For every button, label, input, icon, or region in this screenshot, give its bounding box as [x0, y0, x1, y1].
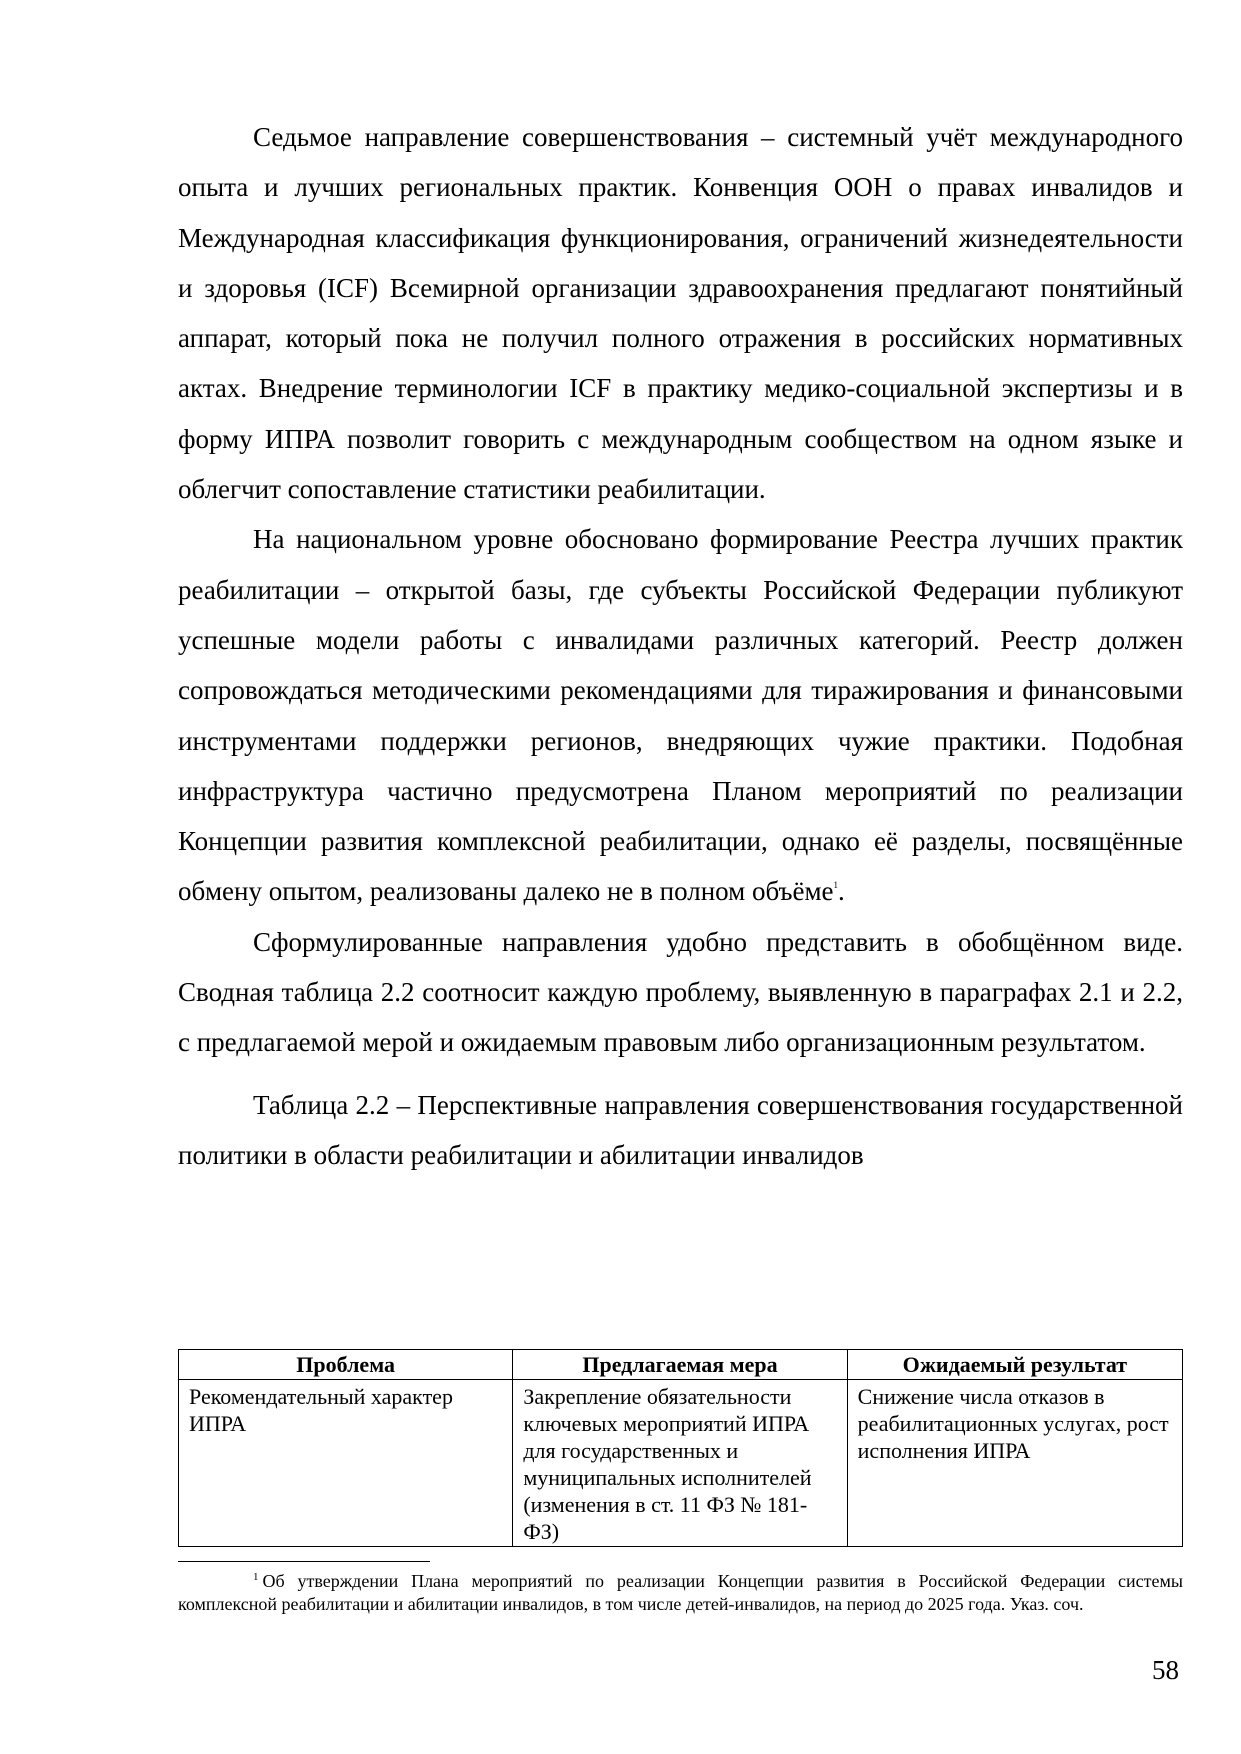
main-text	[178, 112, 1183, 1180]
column-header-measure: Предлагаемая мера	[513, 1350, 847, 1380]
table-caption: Таблица 2.2 – Перспективные направления совершенствования государственной политики в области реабилитации и абилитации инвалидов	[178, 1089, 1183, 1170]
footnote-reference[interactable]: 1	[833, 880, 839, 891]
cell-problem: Рекомендательный характер ИПРА	[179, 1380, 513, 1547]
table-2-2	[178, 1349, 1183, 1547]
paragraph: Сформулированные направления удобно представить в обобщённом виде. Сводная таблица 2.2 соотносит каждую проблему, выявленную в параграфах 2.1 и 2.2, с предлагаемой мерой и ожидаемым правовым либо организационным результатом.	[178, 926, 1183, 1058]
page-number: 58	[1152, 1655, 1179, 1685]
footnote-separator	[178, 1561, 430, 1562]
table-row	[179, 1380, 1183, 1547]
cell-measure: Закрепление обязательности ключевых мероприятий ИПРА для государственных и муниципальных исполнителей (изменения в ст. 11 ФЗ № 181-ФЗ)	[513, 1380, 847, 1547]
footnote-text: Об утверждении Плана мероприятий по реализации Концепции развития в Российской Федерации системы комплексной реабилитации и абилитации инвалидов, в том числе детей-инвалидов, на период до 2025 года. Указ. соч.	[178, 1571, 1183, 1614]
footnote-number: 1	[253, 1571, 259, 1583]
cell-result: Снижение числа отказов в реабилитационных услугах, рост исполнения ИПРА	[847, 1380, 1182, 1547]
paragraph: Седьмое направление совершенствования – системный учёт международного опыта и лучших региональных практик. Конвенция ООН о правах инвалидов и Международная классификация функционирования, ограничений жизнедеятельности и здоровья (ICF) Всемирной организации здравоохранения предлагают понятийный аппарат, который пока не получил полного отражения в российских нормативных актах. Внедрение терминологии ICF в практику медико-социальной экспертизы и в форму ИПРА позволит говорить с международным сообществом на одном языке и облегчит сопоставление статистики реабилитации.	[178, 122, 1183, 505]
table-header-row	[179, 1350, 1183, 1380]
column-header-problem: Проблема	[179, 1350, 513, 1380]
paragraph-text: На национальном уровне обосновано формирование Реестра лучших практик реабилитации – открытой базы, где субъекты Российской Федерации публикуют успешные модели работы с инвалидами различных категорий. Реестр должен сопровождаться методическими рекомендациями для тиражирования и финансовыми инструментами поддержки регионов, внедряющих чужие практики. Подобная инфраструктура частично предусмотрена Планом мероприятий по реализации Концепции развития комплексной реабилитации, однако её разделы, посвящённые обмену опытом, реализованы далеко не в полном объёме	[178, 524, 1183, 907]
footnote	[178, 1570, 1183, 1615]
column-header-result: Ожидаемый результат	[847, 1350, 1182, 1380]
paragraph: На национальном уровне обосновано формирование Реестра лучших практик реабилитации – открытой базы, где субъекты Российской Федерации публикуют успешные модели работы с инвалидами различных категорий. Реестр должен сопровождаться методическими рекомендациями для тиражирования и финансовыми инструментами поддержки регионов, внедряющих чужие практики. Подобная инфраструктура частично предусмотрена Планом мероприятий по реализации Концепции развития комплексной реабилитации, однако её разделы, посвящённые обмену опытом, реализованы далеко не в полном объёме$^1$.	[178, 524, 1183, 907]
